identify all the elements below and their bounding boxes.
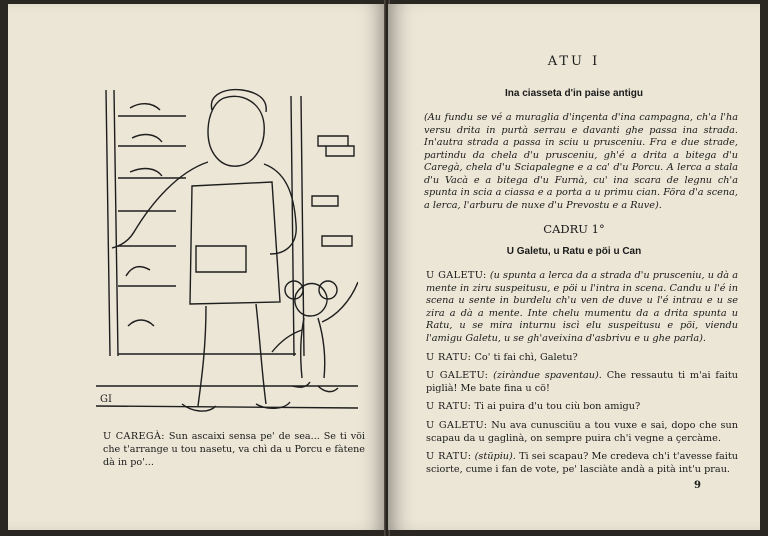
illustration-shoemaker-and-mouse <box>96 86 358 426</box>
stage-note: (u spunta a lerca da a strada d'u prusceniu, u dà a mente in ziru suspeitusu, e pöi u l'intra in scena. Candu u l'é in scena u sente in burdelu ch'u ven de duve u l'é intrau e u se zira a dà a mente. Inte chelu mumentu da a drita spunta u Ratu, u se mira inturnu iscì elu suspeitusu e pöi, viendu l'amigu Galetu, u se gh'aveixina d'asbrivu e u ghe parla). <box>426 270 738 344</box>
stage-direction: (Au fundu se vé a muraglia d'inçenta d'ina campagna, ch'a l'ha versu drita in purtà serrau e davanti ghe passa ina strada. In'autra strada a passa in sciu u prusceniu. Fra e due strade, partindu da chela d'u prusceniu, gh'é a drita a bitega d'u Caregà, chela d'u Sciapalegne e a ca' d'u Porcu. A lerca a stala d'u Vacà e a bitega d'u Furnà, cu' ina scara de legnu ch'a spunta in scia a ciassa e a porta a u primu cian. Föra d'a scena, a lerca, l'arburu de nuxe d'u Prevostu e a Ruve). <box>424 112 738 211</box>
dialogue-line <box>426 451 738 476</box>
dialogue-line <box>426 401 738 414</box>
dialogue-line <box>426 420 738 445</box>
speaker-name: U GALETU: <box>426 370 489 382</box>
stage-note: (ziràndue spaventau). <box>493 370 602 382</box>
spoken-text: Co' ti fai chì, Galetu? <box>474 351 578 363</box>
dialogue-line <box>426 352 738 365</box>
caption-speaker: U CAREGÀ: <box>103 431 165 442</box>
speaker-name: U RATU: <box>426 351 472 363</box>
speaker-name: U GALETU: <box>426 419 488 431</box>
right-page <box>388 4 760 530</box>
spoken-text: Ti ai puira d'u tou ciù bon amigu? <box>474 401 641 413</box>
dialogue <box>426 270 738 482</box>
speaker-name: U RATU: <box>426 451 472 463</box>
cadru-subtitle: U Galetu, u Ratu e pöi u Can <box>506 246 642 257</box>
svg-text:GI: GI <box>100 394 112 405</box>
spoken-text: Che ressautu ti m'ai faitu piglià! Me bate fina u cö! <box>426 370 738 394</box>
left-page <box>8 4 386 530</box>
dialogue-line <box>426 370 738 395</box>
spoken-text: Ti sei scapau? Me credeva ch'i t'avesse faitu sciorte, cume i fan de vote, pe' lasciàte andà a pità int'u prau. <box>426 451 738 475</box>
page-number: 9 <box>694 480 701 491</box>
dialogue-line <box>426 270 738 346</box>
stage-note: (stüpiu). <box>474 451 516 463</box>
act-title: ATU I <box>547 54 601 69</box>
cadru-title: CADRU 1° <box>543 222 605 236</box>
spoken-text: Nu ava cunusciüu a tou vuxe e sai, dopo che sun scapau da u gaglinà, on sempre puira ch'i vegne a çercàme. <box>426 419 738 444</box>
illustration-caption <box>103 430 365 469</box>
caption-text: Sun ascaixi sensa pe' de sea... Se ti vöi che t'arrange u tou nasetu, va chì da u Porcu e fàtene dà in po'... <box>103 431 365 468</box>
speaker-name: U RATU: <box>426 401 472 413</box>
speaker-name: U GALETU: <box>426 270 487 281</box>
scene-title: Ina ciasseta d'in paise antigu <box>505 88 643 99</box>
